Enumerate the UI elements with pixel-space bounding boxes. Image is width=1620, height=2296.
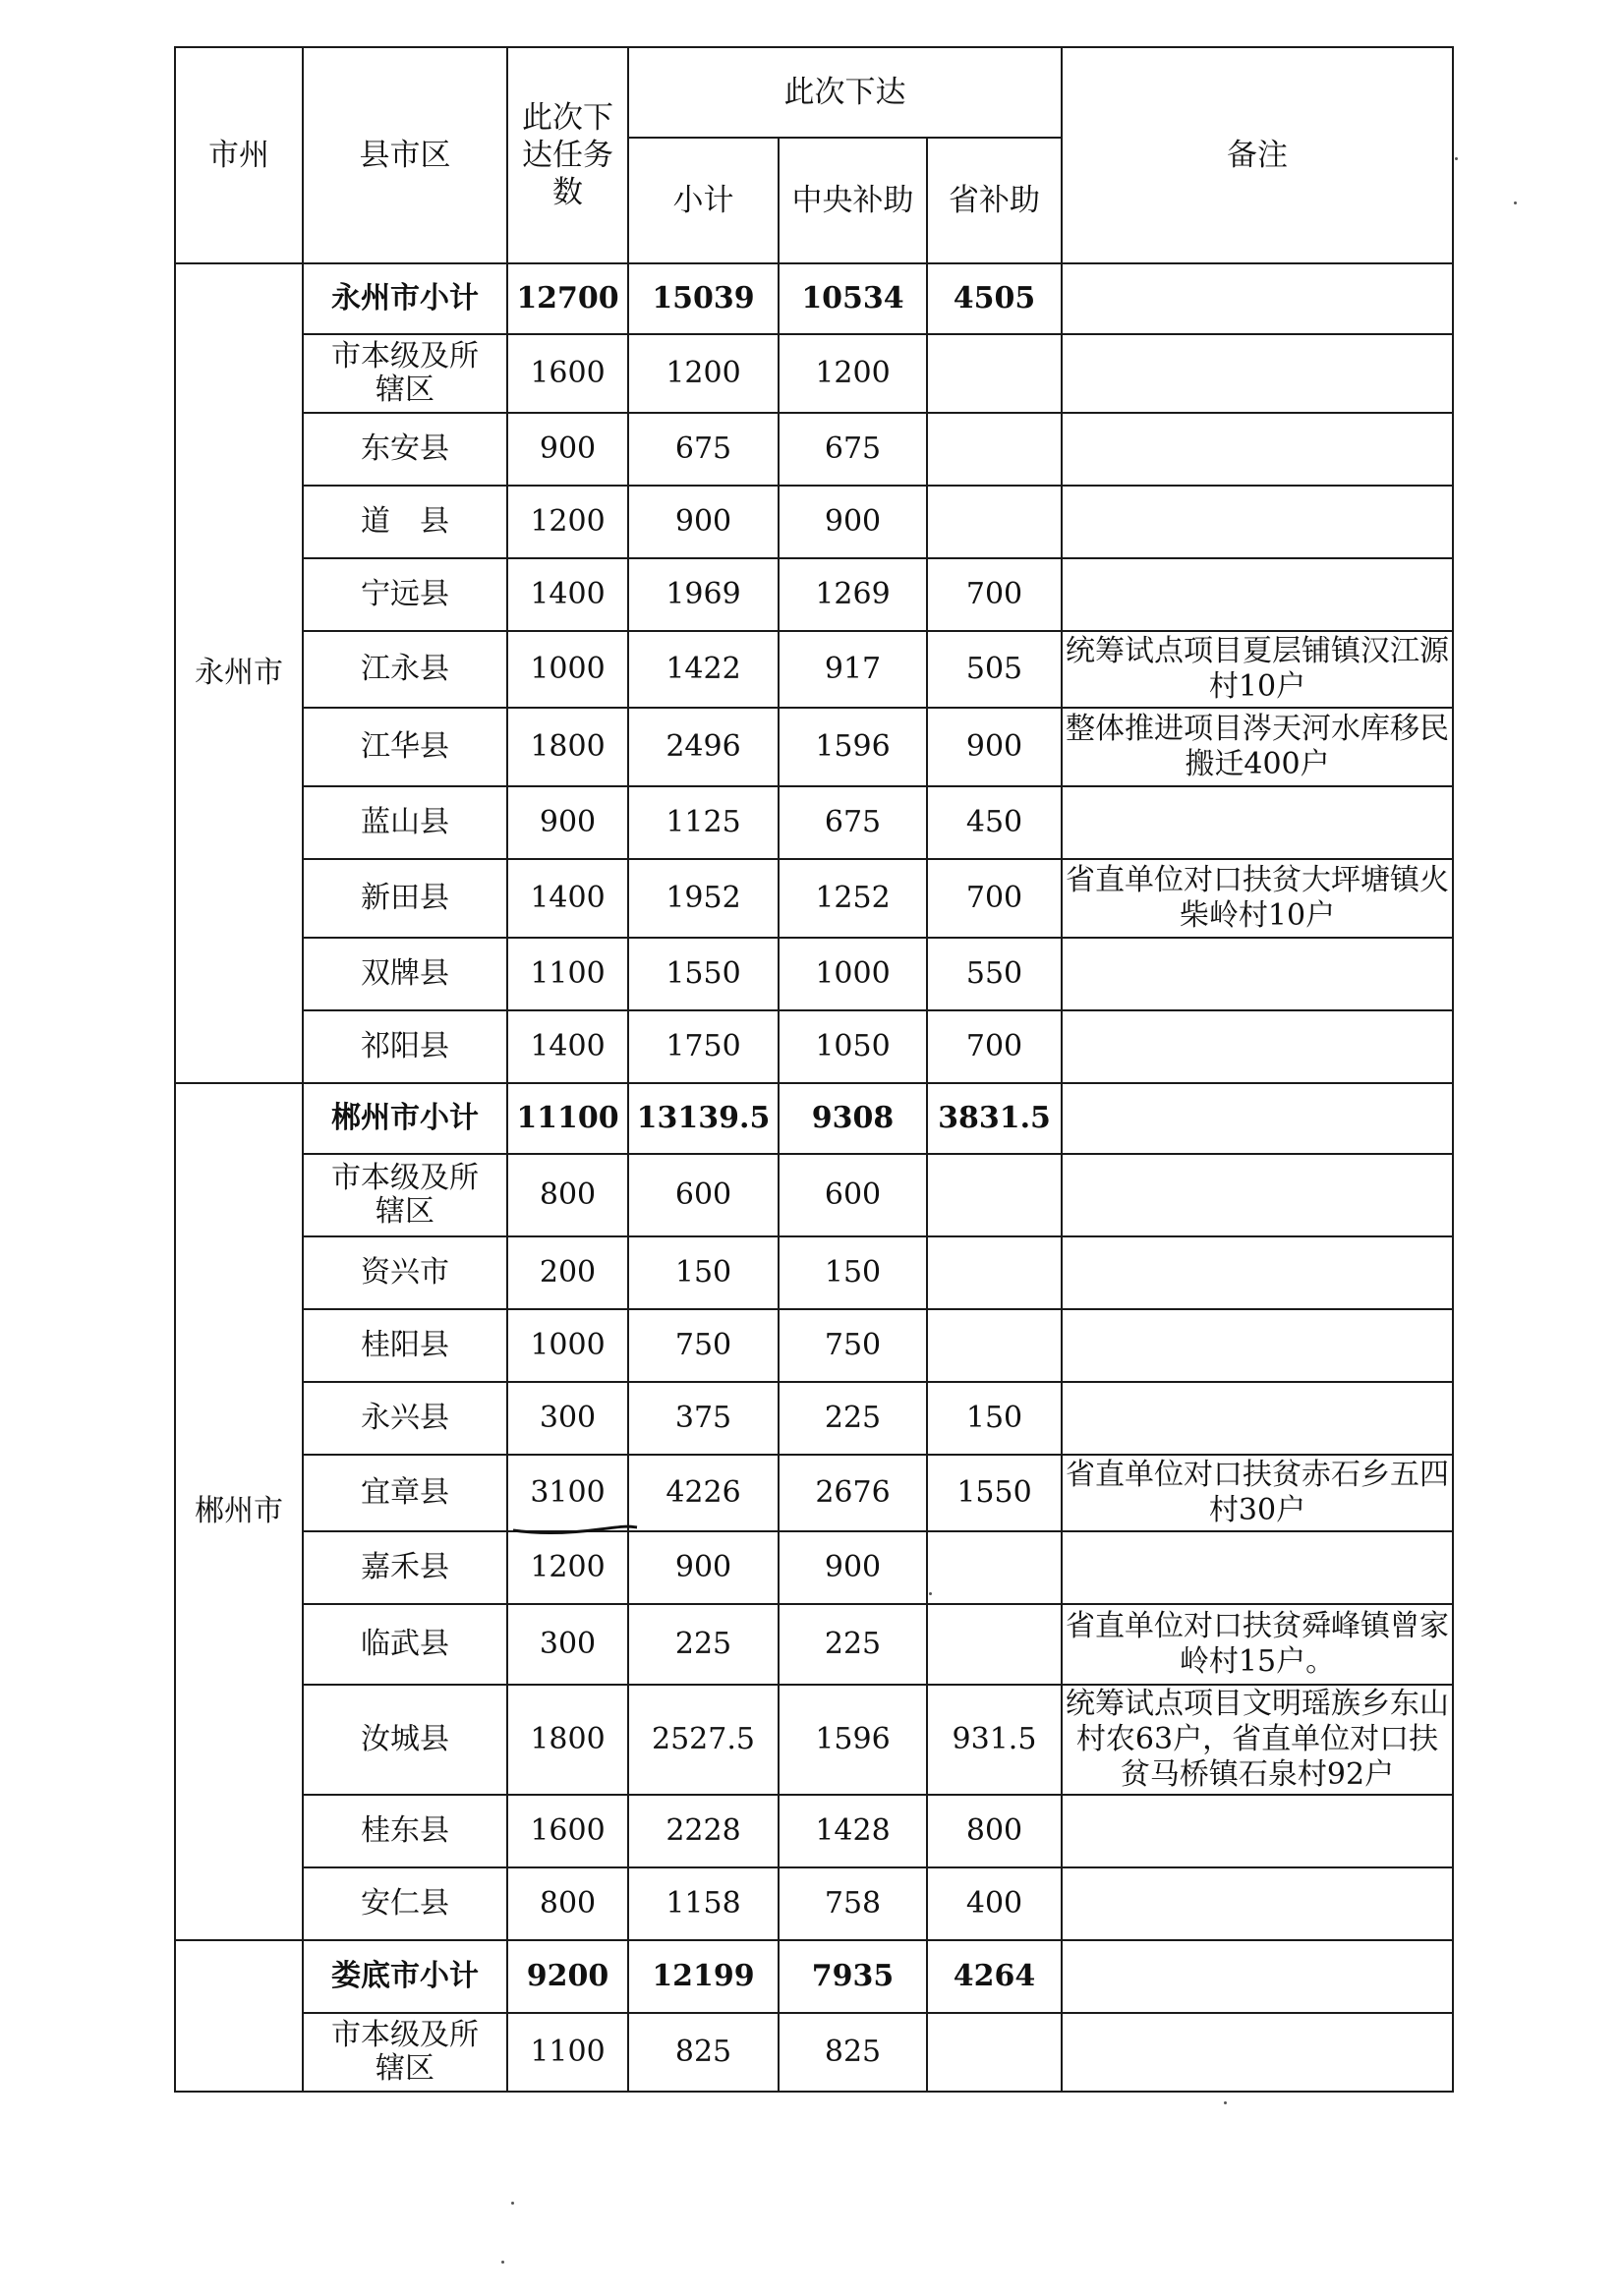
scan-speck (1514, 201, 1517, 204)
provincial-cell: 450 (927, 786, 1062, 859)
subtotal-row (175, 1083, 1453, 1154)
table-row (175, 486, 1453, 558)
provincial-cell: 550 (927, 938, 1062, 1010)
county-cell: 东安县 (303, 413, 507, 486)
provincial-cell: 3831.5 (927, 1083, 1062, 1154)
county-cell: 嘉禾县 (303, 1531, 507, 1604)
central-cell: 675 (779, 413, 927, 486)
subtotal-cell: 150 (628, 1236, 779, 1309)
remark-cell (1062, 1010, 1453, 1083)
scan-speck (1224, 2101, 1227, 2104)
central-cell: 1050 (779, 1010, 927, 1083)
remark-cell (1062, 1083, 1453, 1154)
provincial-cell: 700 (927, 558, 1062, 631)
tasks-cell: 1400 (507, 558, 628, 631)
scan-speck (1455, 157, 1458, 160)
table-row (175, 1795, 1453, 1867)
table-row (175, 1309, 1453, 1382)
table-row (175, 1867, 1453, 1940)
central-cell: 1596 (779, 708, 927, 786)
county-cell: 桂阳县 (303, 1309, 507, 1382)
header-central: 中央补助 (779, 138, 927, 263)
tasks-cell: 1000 (507, 631, 628, 708)
provincial-cell (927, 413, 1062, 486)
remark-cell (1062, 334, 1453, 413)
provincial-cell: 800 (927, 1795, 1062, 1867)
subtotal-cell: 825 (628, 2013, 779, 2092)
central-cell: 1428 (779, 1795, 927, 1867)
subtotal-row (175, 1940, 1453, 2013)
remark-cell (1062, 1236, 1453, 1309)
subtotal-cell: 15039 (628, 263, 779, 334)
subtotal-cell: 1422 (628, 631, 779, 708)
tasks-cell: 11100 (507, 1083, 628, 1154)
subtotal-cell: 1952 (628, 859, 779, 938)
central-cell: 7935 (779, 1940, 927, 2013)
provincial-cell: 4505 (927, 263, 1062, 334)
county-cell: 市本级及所辖区 (303, 2013, 507, 2092)
tasks-cell: 9200 (507, 1940, 628, 2013)
subtotal-cell: 675 (628, 413, 779, 486)
tasks-cell: 800 (507, 1154, 628, 1236)
allocation-table (174, 46, 1454, 2093)
table-row (175, 1236, 1453, 1309)
remark-cell (1062, 486, 1453, 558)
remark-cell (1062, 938, 1453, 1010)
provincial-cell (927, 1236, 1062, 1309)
provincial-cell (927, 486, 1062, 558)
county-cell: 汝城县 (303, 1685, 507, 1795)
table-row (175, 1685, 1453, 1795)
tasks-cell: 1100 (507, 938, 628, 1010)
central-cell: 825 (779, 2013, 927, 2092)
subtotal-row (175, 263, 1453, 334)
county-cell: 双牌县 (303, 938, 507, 1010)
tasks-cell: 1400 (507, 1010, 628, 1083)
table-row (175, 938, 1453, 1010)
remark-cell (1062, 1867, 1453, 1940)
county-cell: 祁阳县 (303, 1010, 507, 1083)
county-cell: 新田县 (303, 859, 507, 938)
header-city: 市州 (175, 47, 303, 263)
scan-speck (501, 2261, 504, 2264)
subtotal-cell: 225 (628, 1604, 779, 1685)
provincial-cell: 900 (927, 708, 1062, 786)
central-cell: 750 (779, 1309, 927, 1382)
provincial-cell: 4264 (927, 1940, 1062, 2013)
county-cell: 道 县 (303, 486, 507, 558)
subtotal-cell: 750 (628, 1309, 779, 1382)
scan-speck (929, 1592, 932, 1595)
tasks-cell: 3100 (507, 1455, 628, 1531)
remark-cell (1062, 1795, 1453, 1867)
table-row (175, 1531, 1453, 1604)
remark-cell (1062, 558, 1453, 631)
tasks-cell: 1800 (507, 1685, 628, 1795)
table-row (175, 1154, 1453, 1236)
central-cell: 600 (779, 1154, 927, 1236)
county-cell: 永州市小计 (303, 263, 507, 334)
header-issued: 此次下达 (628, 47, 1062, 138)
tasks-cell: 12700 (507, 263, 628, 334)
subtotal-cell: 2228 (628, 1795, 779, 1867)
provincial-cell: 1550 (927, 1455, 1062, 1531)
central-cell: 675 (779, 786, 927, 859)
central-cell: 1269 (779, 558, 927, 631)
tasks-cell: 1200 (507, 1531, 628, 1604)
subtotal-cell: 375 (628, 1382, 779, 1455)
table-row (175, 1455, 1453, 1531)
tasks-cell: 1800 (507, 708, 628, 786)
provincial-cell (927, 1154, 1062, 1236)
provincial-cell: 700 (927, 859, 1062, 938)
county-cell: 郴州市小计 (303, 1083, 507, 1154)
county-cell: 永兴县 (303, 1382, 507, 1455)
table-row (175, 631, 1453, 708)
tasks-cell: 1400 (507, 859, 628, 938)
tasks-cell: 1200 (507, 486, 628, 558)
city-cell: 永州市 (175, 263, 303, 1083)
table-body (175, 263, 1453, 2092)
provincial-cell (927, 334, 1062, 413)
city-cell: 郴州市 (175, 1083, 303, 1940)
table-row (175, 2013, 1453, 2092)
remark-cell: 省直单位对口扶贫大坪塘镇火柴岭村10户 (1062, 859, 1453, 938)
remark-cell (1062, 1309, 1453, 1382)
remark-cell (1062, 1940, 1453, 2013)
subtotal-cell: 2496 (628, 708, 779, 786)
table-row (175, 413, 1453, 486)
header-subtotal: 小计 (628, 138, 779, 263)
provincial-cell: 400 (927, 1867, 1062, 1940)
county-cell: 江永县 (303, 631, 507, 708)
table-row (175, 1604, 1453, 1685)
tasks-cell: 1600 (507, 334, 628, 413)
table-row (175, 334, 1453, 413)
central-cell: 150 (779, 1236, 927, 1309)
county-cell: 资兴市 (303, 1236, 507, 1309)
remark-cell (1062, 263, 1453, 334)
subtotal-cell: 2527.5 (628, 1685, 779, 1795)
subtotal-cell: 1158 (628, 1867, 779, 1940)
provincial-cell (927, 1531, 1062, 1604)
subtotal-cell: 1125 (628, 786, 779, 859)
county-cell: 娄底市小计 (303, 1940, 507, 2013)
county-cell: 蓝山县 (303, 786, 507, 859)
table-row (175, 558, 1453, 631)
provincial-cell: 931.5 (927, 1685, 1062, 1795)
county-cell: 市本级及所辖区 (303, 334, 507, 413)
subtotal-cell: 12199 (628, 1940, 779, 2013)
tasks-cell: 1100 (507, 2013, 628, 2092)
county-cell: 宜章县 (303, 1455, 507, 1531)
header-remarks: 备注 (1062, 47, 1453, 263)
remark-cell (1062, 413, 1453, 486)
central-cell: 2676 (779, 1455, 927, 1531)
county-cell: 桂东县 (303, 1795, 507, 1867)
subtotal-cell: 4226 (628, 1455, 779, 1531)
central-cell: 9308 (779, 1083, 927, 1154)
county-cell: 江华县 (303, 708, 507, 786)
subtotal-cell: 13139.5 (628, 1083, 779, 1154)
tasks-cell: 800 (507, 1867, 628, 1940)
tasks-cell: 900 (507, 413, 628, 486)
central-cell: 917 (779, 631, 927, 708)
subtotal-cell: 900 (628, 1531, 779, 1604)
provincial-cell (927, 1309, 1062, 1382)
header-county: 县市区 (303, 47, 507, 263)
central-cell: 1200 (779, 334, 927, 413)
remark-cell: 省直单位对口扶贫舜峰镇曾家岭村15户。 (1062, 1604, 1453, 1685)
table-row (175, 708, 1453, 786)
provincial-cell: 505 (927, 631, 1062, 708)
remark-cell: 省直单位对口扶贫赤石乡五四村30户 (1062, 1455, 1453, 1531)
remark-cell (1062, 1531, 1453, 1604)
scan-speck (511, 2202, 514, 2205)
tasks-cell: 300 (507, 1604, 628, 1685)
subtotal-cell: 600 (628, 1154, 779, 1236)
tasks-cell: 200 (507, 1236, 628, 1309)
table-row (175, 859, 1453, 938)
tasks-cell: 1000 (507, 1309, 628, 1382)
city-cell (175, 1940, 303, 2092)
remark-cell (1062, 786, 1453, 859)
central-cell: 758 (779, 1867, 927, 1940)
county-cell: 市本级及所辖区 (303, 1154, 507, 1236)
central-cell: 225 (779, 1382, 927, 1455)
remark-cell: 统筹试点项目文明瑶族乡东山村农63户，省直单位对口扶贫马桥镇石泉村92户 (1062, 1685, 1453, 1795)
header-tasks: 此次下达任务数 (507, 47, 628, 263)
subtotal-cell: 900 (628, 486, 779, 558)
central-cell: 10534 (779, 263, 927, 334)
provincial-cell (927, 1604, 1062, 1685)
remark-cell (1062, 2013, 1453, 2092)
provincial-cell: 700 (927, 1010, 1062, 1083)
provincial-cell: 150 (927, 1382, 1062, 1455)
central-cell: 900 (779, 486, 927, 558)
subtotal-cell: 1969 (628, 558, 779, 631)
provincial-cell (927, 2013, 1062, 2092)
remark-cell: 整体推进项目涔天河水库移民搬迁400户 (1062, 708, 1453, 786)
central-cell: 225 (779, 1604, 927, 1685)
subtotal-cell: 1750 (628, 1010, 779, 1083)
county-cell: 临武县 (303, 1604, 507, 1685)
central-cell: 900 (779, 1531, 927, 1604)
central-cell: 1596 (779, 1685, 927, 1795)
remark-cell (1062, 1382, 1453, 1455)
central-cell: 1000 (779, 938, 927, 1010)
remark-cell: 统筹试点项目夏层铺镇汉江源村10户 (1062, 631, 1453, 708)
header-provincial: 省补助 (927, 138, 1062, 263)
county-cell: 宁远县 (303, 558, 507, 631)
remark-cell (1062, 1154, 1453, 1236)
tasks-cell: 900 (507, 786, 628, 859)
table-row (175, 1010, 1453, 1083)
table-row (175, 786, 1453, 859)
tasks-cell: 300 (507, 1382, 628, 1455)
tasks-cell: 1600 (507, 1795, 628, 1867)
pen-underline-mark (511, 1519, 639, 1538)
county-cell: 安仁县 (303, 1867, 507, 1940)
central-cell: 1252 (779, 859, 927, 938)
table-row (175, 1382, 1453, 1455)
subtotal-cell: 1200 (628, 334, 779, 413)
subtotal-cell: 1550 (628, 938, 779, 1010)
